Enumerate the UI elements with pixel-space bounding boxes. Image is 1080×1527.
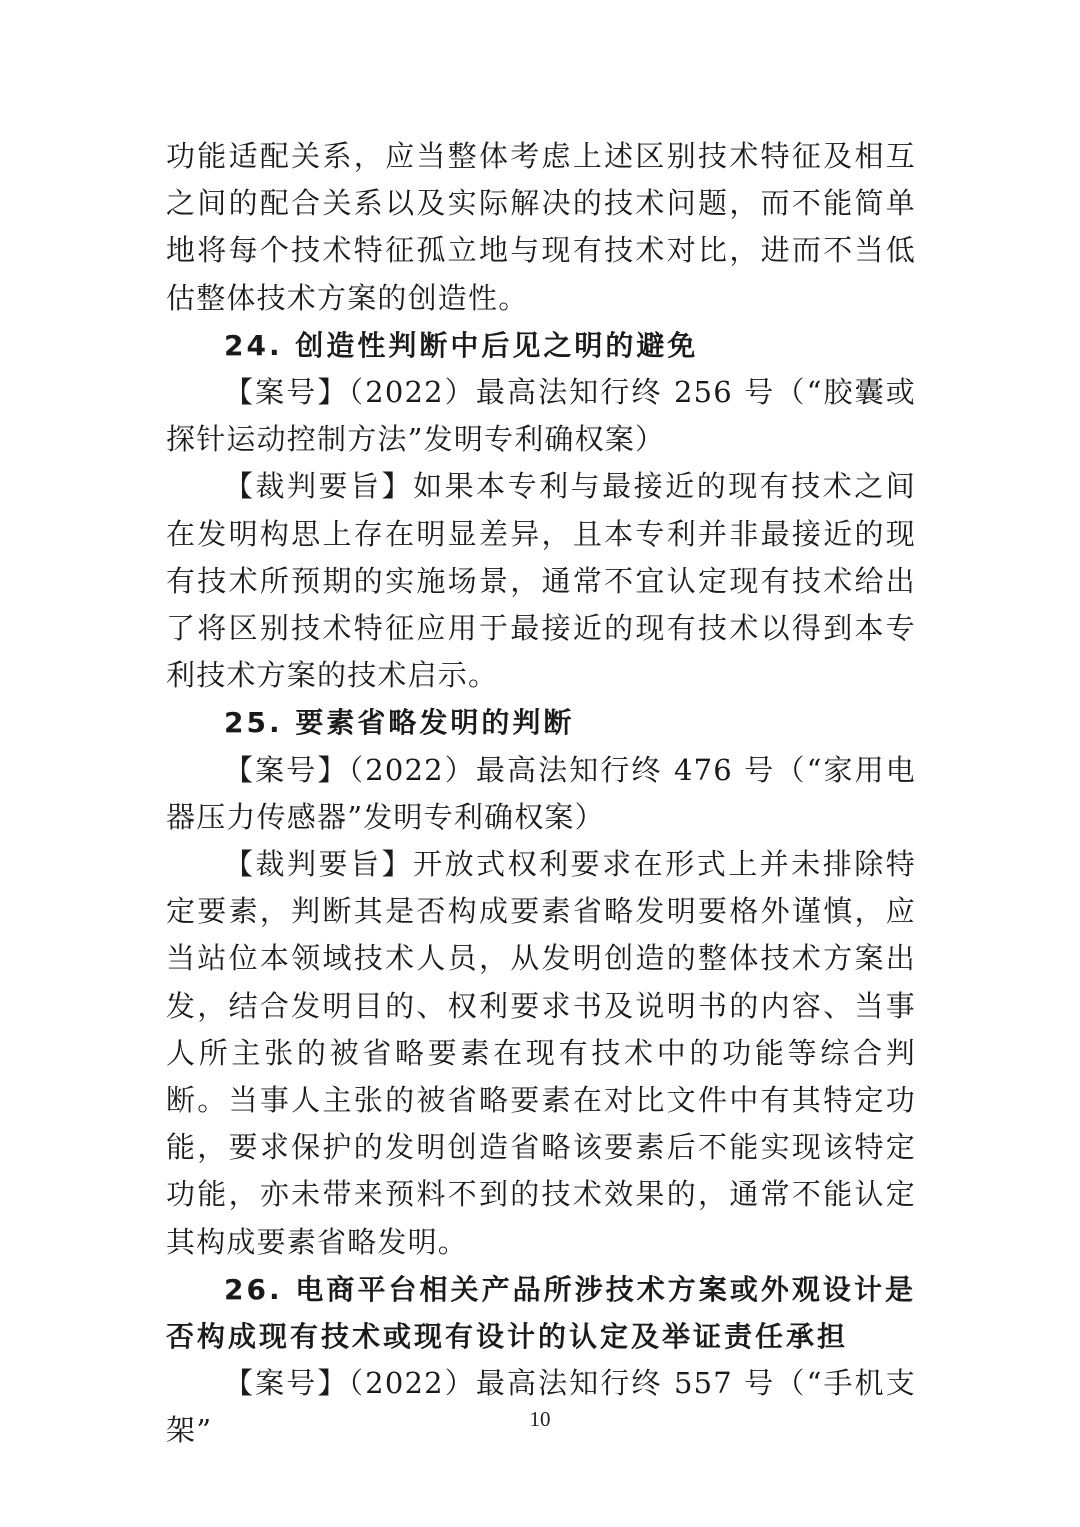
case-number-26: 【案号】（2022）最高法知行终 557 号（“手机支架”: [166, 1366, 916, 1448]
holding-25: 【裁判要旨】开放式权利要求在形式上并未排除特定要素，判断其是否构成要素省略发明要格外谨慎，应当站位本领域技术人员，从发明创造的整体技术方案出发，结合发明目的、权利要求书及说明书的内容、当事人所主张的被省略要素在现有技术中的功能等综合判断。当事人主张的被省略要素在对比文件中有其特定功能，要求保护的发明创造省略该要素后不能实现该特定功能，亦未带来预料不到的技术效果的，通常不能认定其构成要素省略发明。: [166, 847, 916, 1259]
holding-24: 【裁判要旨】如果本专利与最接近的现有技术之间在发明构思上存在明显差异，且本专利并非最接近的现有技术所预期的实施场景，通常不宜认定现有技术给出了将区别技术特征应用于最接近的现有技术以得到本专利技术方案的技术启示。: [166, 469, 916, 693]
section-heading-25: 25. 要素省略发明的判断: [224, 706, 575, 740]
page-number: 10: [529, 1407, 551, 1431]
section-heading-24: 24. 创造性判断中后见之明的避免: [224, 328, 699, 362]
document-body: [166, 133, 916, 1455]
paragraph-continuation: 功能适配关系，应当整体考虑上述区别技术特征及相互之间的配合关系以及实际解决的技术问题，而不能简单地将每个技术特征孤立地与现有技术对比，进而不当低估整体技术方案的创造性。: [166, 139, 916, 315]
section-heading-26: 26. 电商平台相关产品所涉技术方案或外观设计是否构成现有技术或现有设计的认定及举证责任承担: [166, 1272, 916, 1354]
case-number-24: 【案号】（2022）最高法知行终 256 号（“胶囊或探针运动控制方法”发明专利确权案）: [166, 375, 916, 457]
case-number-25: 【案号】（2022）最高法知行终 476 号（“家用电器压力传感器”发明专利确权案）: [166, 752, 916, 834]
